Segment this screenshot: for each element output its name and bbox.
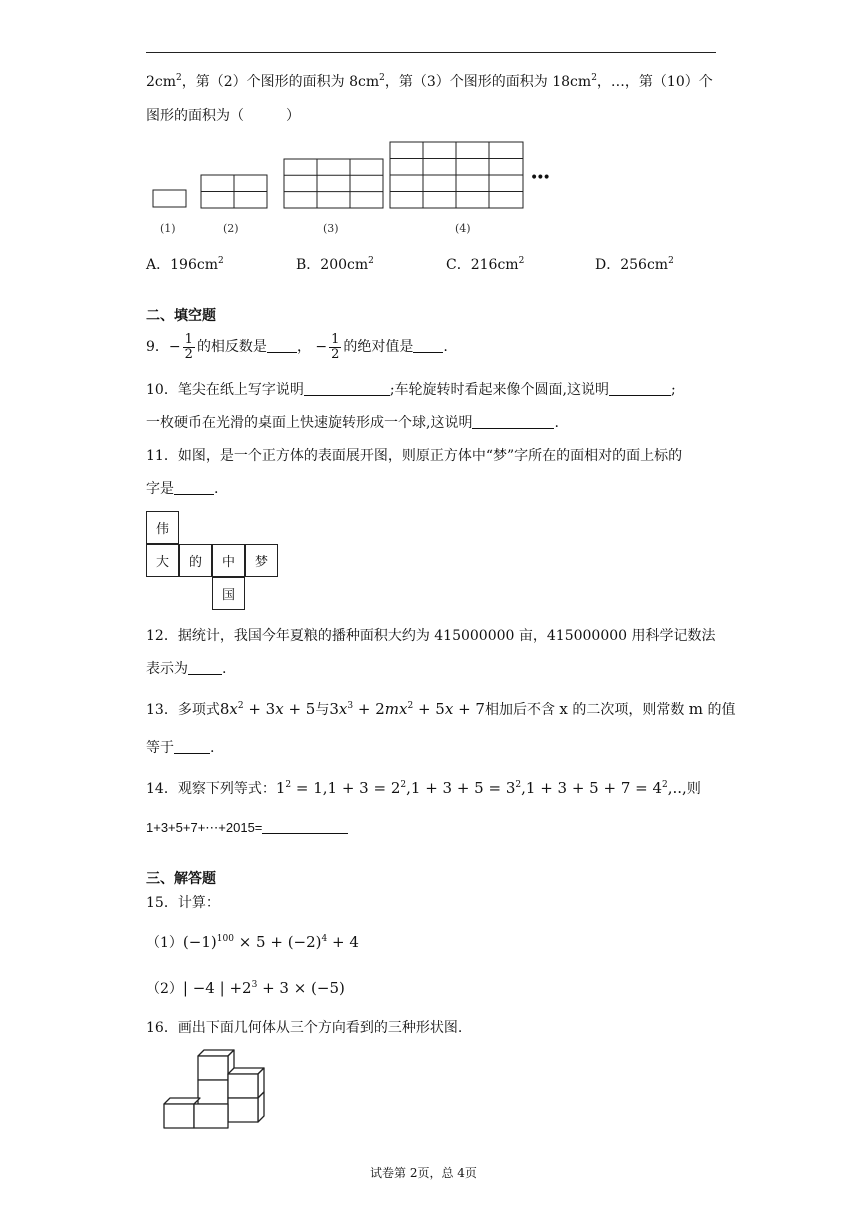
q12-line1: 12．据统计，我国今年夏粮的播种面积大约为 415000000 亩，415000000 用科学记数法 (146, 628, 716, 644)
figure-1 (153, 190, 186, 207)
q10-line1: 10．笔尖在纸上写字说明 ;车轮旋转时看起来像个圆面,这说明 ; (146, 382, 676, 398)
q10-blank-3 (472, 414, 554, 429)
q8-continuation-dots: ••• (530, 170, 549, 186)
fig-label-4: (4) (455, 222, 471, 235)
q14-line1: 14．观察下列等式：$1^2 = 1,1 + 3 = 2^2,1 + 3 + 5 = 3^2,1 + 3 + 5 + 7 = 4^2$,..,则 (146, 779, 701, 797)
q14-blank (262, 819, 348, 834)
net-cell-de: 的 (179, 544, 212, 577)
q16-cube-figure (158, 1046, 268, 1130)
fraction-half-2: $\frac{1}{2}$ (331, 331, 340, 362)
q13-line1: 13．多项式$8x^2 + 3x + 5$与$3x^3 + 2mx^2 + 5x + 7$相加后不含 x 的二次项，则常数 m 的值 (146, 700, 736, 718)
fig-label-1: (1) (160, 222, 176, 235)
fig-label-3: (3) (323, 222, 339, 235)
polynomial-2: $3x^3 + 2mx^2 + 5x + 7$ (329, 700, 485, 718)
q9-blank-2 (413, 338, 443, 353)
q10-blank-2 (609, 381, 671, 396)
q8-option-c: C．$216cm^2$ (446, 256, 525, 273)
q15-part1: $(1)(-1)^{100} \times 5 + (-2)^4 + 4$ (146, 933, 359, 951)
q12-blank (188, 660, 222, 675)
fraction-half: $\frac{1}{2}$ (184, 331, 193, 362)
q13-blank (174, 739, 210, 754)
page-footer: 试卷第 2页，总 4页 (370, 1166, 477, 1180)
q10-blank-1 (304, 381, 390, 396)
q14-line2: 1+3+5+7+⋯+2015= (146, 818, 348, 838)
q14-equations: $1^2 = 1,1 + 3 = 2^2,1 + 3 + 5 = 3^2,1 + 3 + 5 + 7 = 4^2$,.., (275, 779, 687, 797)
figure-4 (390, 142, 523, 208)
section-title-fill-in: 二、填空题 (146, 308, 216, 324)
q9: 9．− $\frac{1}{2}$ 的相反数是 ， − $\frac{1}{2}$ 的绝对值是 . (146, 331, 448, 362)
figure-2 (201, 175, 267, 208)
q10-line2: 一枚硬币在光滑的桌面上快速旋转形成一个球,这说明 . (146, 415, 559, 431)
q8-figures (146, 136, 546, 246)
q11-line1: 11．如图，是一个正方体的表面展开图，则原正方体中“梦”字所在的面相对的面上标的 (146, 448, 683, 464)
figure-3 (284, 159, 383, 208)
q8-option-b: B．$200cm^2$ (296, 256, 374, 273)
q16-text: 16．画出下面几何体从三个方向看到的三种形状图. (146, 1020, 463, 1036)
q8-line1: $2cm^2$，第（2）个图形的面积为 $8cm^2$，第（3）个图形的面积为 $18cm^2$，…，第（10）个 (146, 73, 713, 90)
q9-blank-1 (267, 338, 297, 353)
polynomial-1: $8x^2 + 3x + 5$ (219, 700, 316, 718)
q15-title: 15．计算： (146, 895, 220, 911)
q8-option-d: D．$256cm^2$ (595, 256, 674, 273)
q8-line2: 图形的面积为（ ） (146, 108, 300, 124)
q12-line2: 表示为 . (146, 661, 227, 677)
q13-line2: 等于 . (146, 740, 215, 756)
q15-part2: （2）| −4 | $+2^3 + 3 \times (-5)$ (146, 979, 345, 997)
net-cell-wei: 伟 (146, 511, 179, 544)
net-cell-zhong: 中 (212, 544, 245, 577)
header-rule (146, 52, 716, 53)
net-cell-meng: 梦 (245, 544, 278, 577)
net-cell-da: 大 (146, 544, 179, 577)
fig-label-2: (2) (223, 222, 239, 235)
net-cell-guo: 国 (212, 577, 245, 610)
q11-blank (174, 480, 214, 495)
section-title-solve: 三、解答题 (146, 871, 216, 887)
q8-option-a: A．$196cm^2$ (146, 256, 224, 273)
q11-line2: 字是 . (146, 481, 219, 497)
